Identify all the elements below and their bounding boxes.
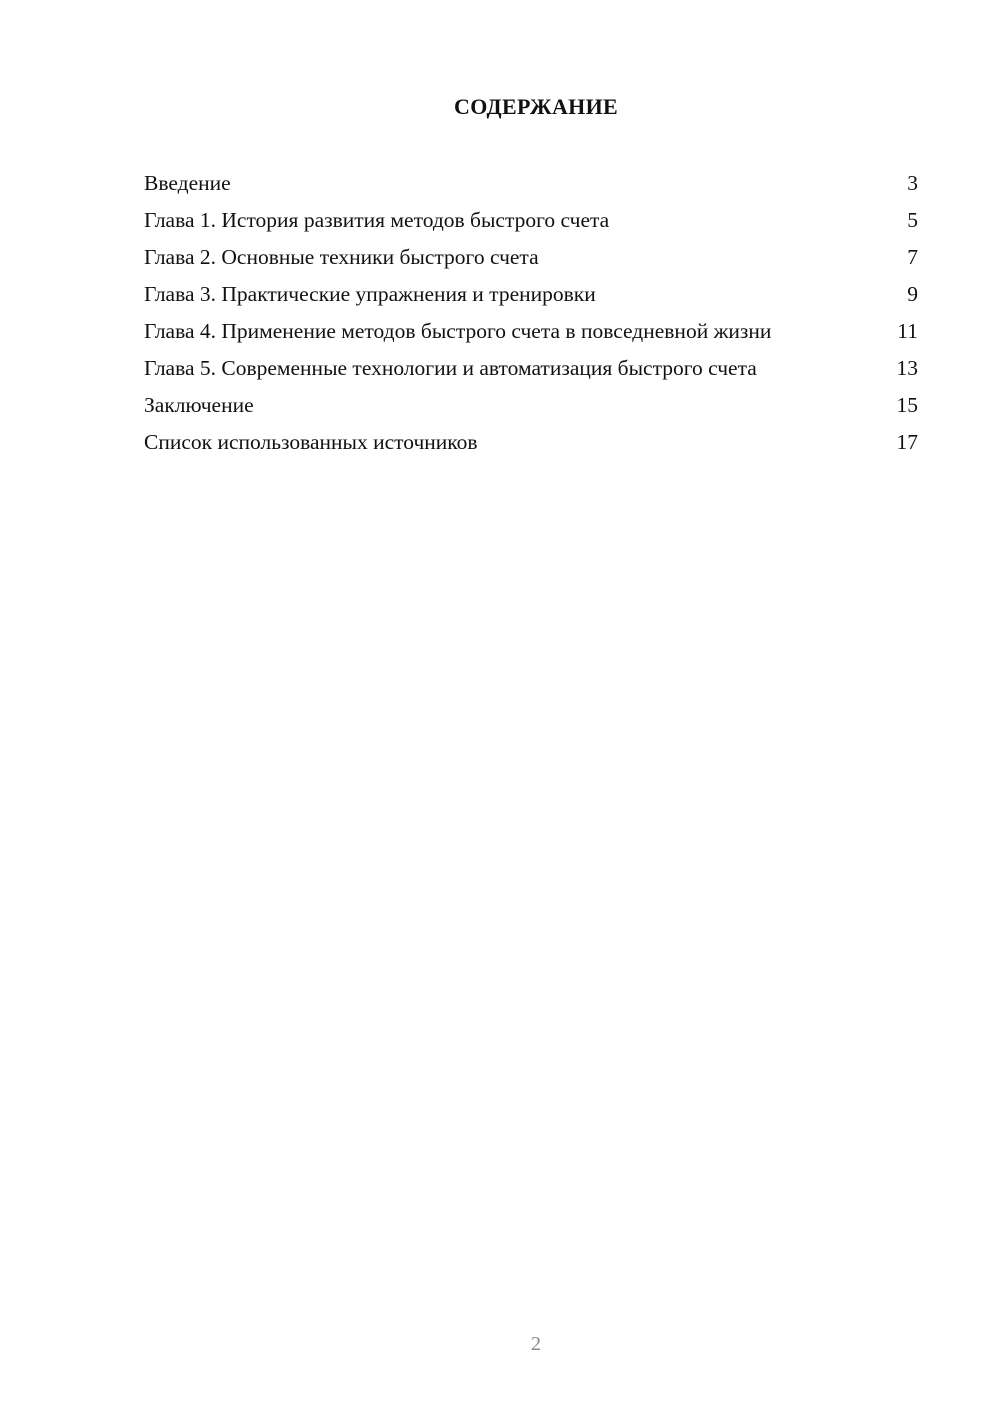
toc-entry-page: 15	[896, 393, 918, 417]
toc-entry-page: 7	[907, 245, 918, 269]
toc-entry-text: Глава 2. Основные техники быстрого счета	[144, 245, 539, 269]
toc-entry-page: 9	[907, 282, 918, 306]
toc-entry-conclusion	[144, 392, 918, 419]
toc-entry-chapter-2	[144, 244, 918, 271]
toc-entry-page: 5	[907, 208, 918, 232]
toc-entry-text: Глава 3. Практические упражнения и тренировки	[144, 282, 596, 306]
table-of-contents	[144, 170, 918, 466]
page-title: СОДЕРЖАНИЕ	[454, 94, 618, 119]
toc-entry-text: Заключение	[144, 393, 254, 417]
page-number: 2	[531, 1333, 541, 1355]
toc-entry-page: 3	[907, 171, 918, 195]
toc-entry-text: Список использованных источников	[144, 430, 478, 454]
toc-entry-page: 11	[897, 319, 918, 343]
toc-entry-chapter-4	[144, 318, 918, 345]
toc-entry-text: Введение	[144, 171, 231, 195]
toc-entry-page: 13	[896, 356, 918, 380]
toc-entry-chapter-1	[144, 207, 918, 234]
toc-entry-text: Глава 4. Применение методов быстрого счета в повседневной жизни	[144, 319, 772, 343]
toc-entry-text: Глава 1. История развития методов быстрого счета	[144, 208, 610, 232]
toc-entry-text: Глава 5. Современные технологии и автоматизация быстрого счета	[144, 356, 757, 380]
toc-entry-page: 17	[896, 430, 918, 454]
toc-entry-chapter-5	[144, 355, 918, 382]
toc-entry-chapter-3	[144, 281, 918, 308]
toc-entry-introduction	[144, 170, 918, 197]
toc-entry-references	[144, 429, 918, 456]
